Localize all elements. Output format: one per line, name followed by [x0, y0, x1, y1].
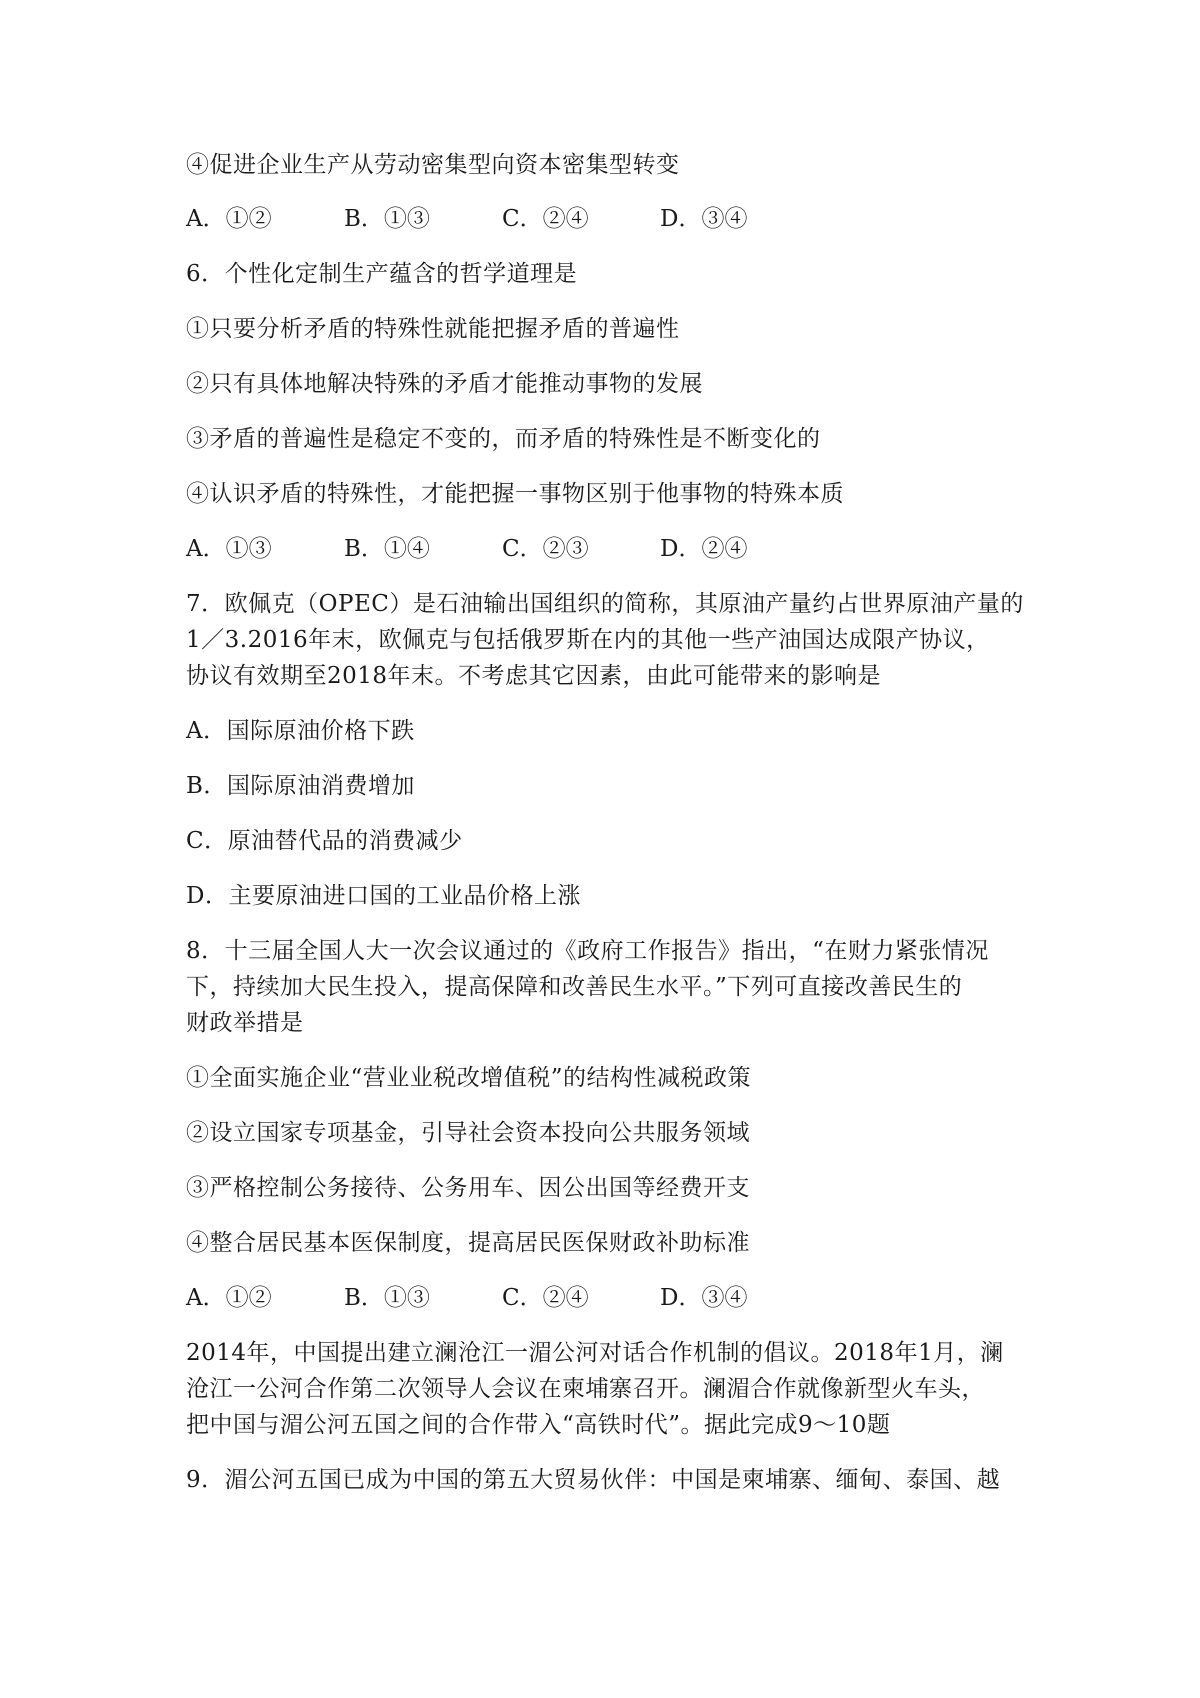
- q8-statement-4: ④整合居民基本医保制度，提高居民医保财政补助标准: [186, 1230, 750, 1256]
- q6-statement-4: ④认识矛盾的特殊性，才能把握一事物区别于他事物的特殊本质: [186, 481, 844, 507]
- passage-line-2: 沧江一公河合作第二次领导人会议在柬埔寨召开。澜湄合作就像新型火车头，: [186, 1376, 985, 1402]
- q8-stem-line-3: 财政举措是: [186, 1010, 304, 1036]
- q7-stem-line-2: 1／3.2016年末，欧佩克与包括俄罗斯在内的其他一些产油国达成限产协议，: [186, 627, 990, 653]
- q7-stem-line-3: 协议有效期至2018年末。不考虑其它因素，由此可能带来的影响是: [186, 663, 882, 689]
- q8-statement-3: ③严格控制公务接待、公务用车、因公出国等经费开支: [186, 1175, 750, 1201]
- q6-statement-2: ②只有具体地解决特殊的矛盾才能推动事物的发展: [186, 371, 703, 397]
- passage-line-3: 把中国与湄公河五国之间的合作带入“高铁时代”。据此完成9～10题: [186, 1412, 891, 1438]
- q5-option-d: D．③④: [660, 206, 748, 232]
- q6-option-a: A．①③: [186, 536, 272, 562]
- q6-statement-3: ③矛盾的普遍性是稳定不变的，而矛盾的特殊性是不断变化的: [186, 426, 821, 452]
- q8-option-c: C．②④: [502, 1285, 589, 1311]
- q9-stem-line-1: 9．湄公河五国已成为中国的第五大贸易伙伴：中国是柬埔寨、缅甸、泰国、越: [186, 1467, 1001, 1493]
- q6-option-d: D．②④: [660, 536, 748, 562]
- q8-option-a: A．①②: [186, 1285, 272, 1311]
- passage-line-1: 2014年，中国提出建立澜沧江一湄公河对话合作机制的倡议。2018年1月，澜: [186, 1340, 1004, 1366]
- q6-stem: 6．个性化定制生产蕴含的哲学道理是: [186, 261, 578, 287]
- q5-option-c: C．②④: [502, 206, 589, 232]
- q5-option-a: A．①②: [186, 206, 272, 232]
- q8-option-b: B．①③: [344, 1285, 430, 1311]
- q7-option-c: C．原油替代品的消费减少: [186, 828, 463, 854]
- q8-stem-line-1: 8．十三届全国人大一次会议通过的《政府工作报告》指出，“在财力紧张情况: [186, 938, 989, 964]
- q8-option-d: D．③④: [660, 1285, 748, 1311]
- q6-options: [186, 532, 818, 566]
- q6-statement-1: ①只要分析矛盾的特殊性就能把握矛盾的普遍性: [186, 316, 680, 342]
- q5-option-b: B．①③: [344, 206, 430, 232]
- q7-stem-line-1: 7．欧佩克（OPEC）是石油输出国组织的简称，其原油产量约占世界原油产量的: [186, 591, 1024, 617]
- q6-option-b: B．①④: [344, 536, 430, 562]
- q7-option-a: A．国际原油价格下跌: [186, 718, 415, 744]
- q5-statement-4: ④促进企业生产从劳动密集型向资本密集型转变: [186, 152, 680, 178]
- q8-statement-2: ②设立国家专项基金，引导社会资本投向公共服务领域: [186, 1120, 750, 1146]
- q5-options: [186, 202, 818, 236]
- q7-option-b: B．国际原油消费增加: [186, 773, 415, 799]
- q8-stem-line-2: 下，持续加大民生投入，提高保障和改善民生水平。”下列可直接改善民生的: [186, 974, 963, 1000]
- q8-statement-1: ①全面实施企业“营业业税改增值税”的结构性减税政策: [186, 1065, 752, 1091]
- q6-option-c: C．②③: [502, 536, 589, 562]
- q7-option-d: D．主要原油进口国的工业品价格上涨: [186, 883, 581, 909]
- q8-options: [186, 1281, 818, 1315]
